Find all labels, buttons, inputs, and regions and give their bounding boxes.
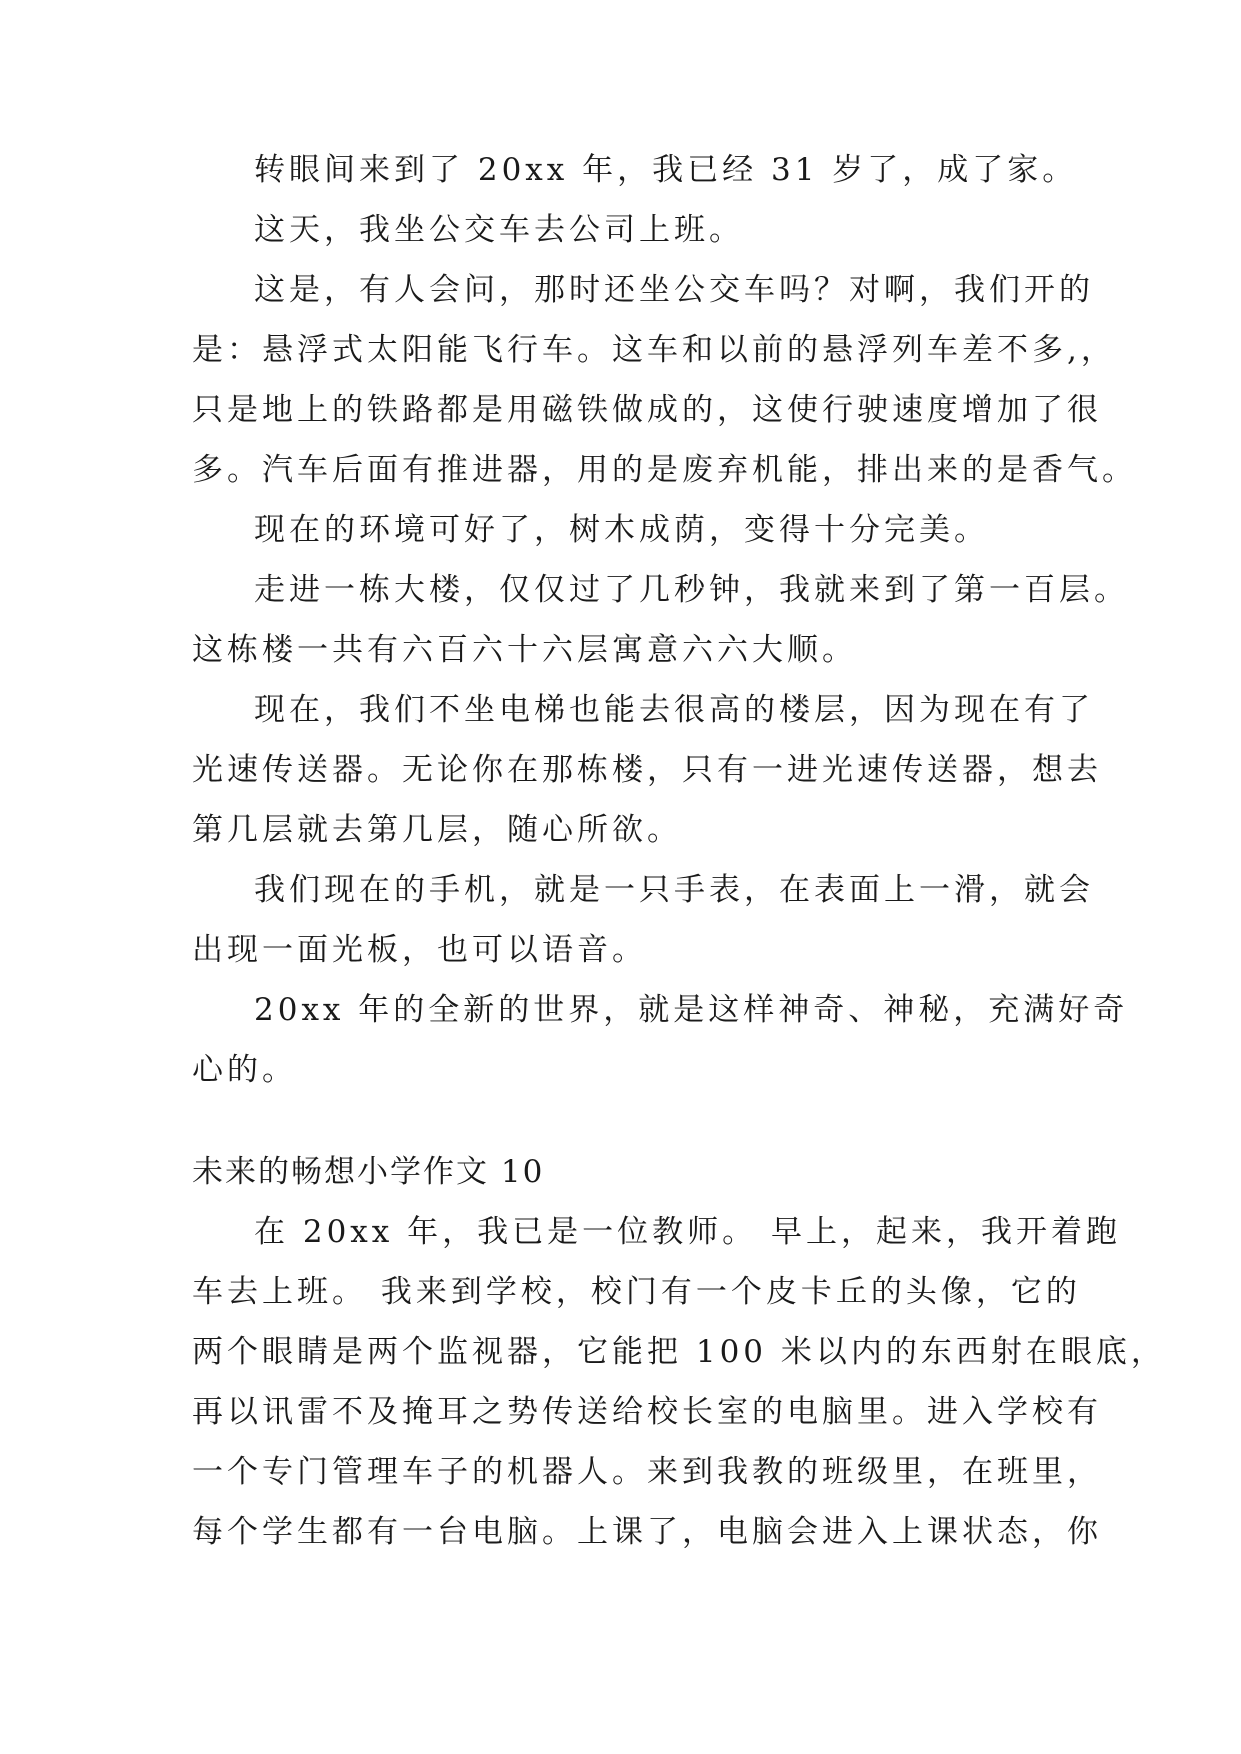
paragraph-line: 每个学生都有一台电脑。上课了，电脑会进入上课状态，你 — [192, 1514, 1102, 1550]
paragraph-line: 只是地上的铁路都是用磁铁做成的，这使行驶速度增加了很 — [192, 392, 1102, 428]
paragraph-line: 这栋楼一共有六百六十六层寓意六六大顺。 — [192, 632, 857, 668]
paragraph-line: 转眼间来到了 20xx 年，我已经 31 岁了，成了家。 — [254, 152, 1078, 188]
paragraph-line: 这天，我坐公交车去公司上班。 — [254, 212, 744, 248]
paragraph-line: 心的。 — [192, 1052, 297, 1088]
paragraph-line: 再以讯雷不及掩耳之势传送给校长室的电脑里。进入学校有 — [192, 1394, 1102, 1430]
paragraph-line: 走进一栋大楼，仅仅过了几秒钟，我就来到了第一百层。 — [254, 572, 1129, 608]
paragraph-line: 这是，有人会问，那时还坐公交车吗？对啊，我们开的 — [254, 272, 1094, 308]
paragraph-line: 出现一面光板，也可以语音。 — [192, 932, 647, 968]
section-title: 未来的畅想小学作文 10 — [192, 1154, 545, 1190]
paragraph-line: 多。汽车后面有推进器，用的是废弃机能，排出来的是香气。 — [192, 452, 1137, 488]
paragraph-line: 现在的环境可好了，树木成荫，变得十分完美。 — [254, 512, 989, 548]
paragraph-line: 现在，我们不坐电梯也能去很高的楼层，因为现在有了 — [254, 692, 1094, 728]
paragraph-line: 在 20xx 年，我已是一位教师。 早上，起来，我开着跑 — [254, 1214, 1121, 1250]
paragraph-line: 第几层就去第几层，随心所欲。 — [192, 812, 682, 848]
paragraph-line: 一个专门管理车子的机器人。来到我教的班级里，在班里， — [192, 1454, 1102, 1490]
paragraph-line: 车去上班。 我来到学校，校门有一个皮卡丘的头像，它的 — [192, 1274, 1081, 1310]
paragraph-line: 是：悬浮式太阳能飞行车。这车和以前的悬浮列车差不多,， — [192, 332, 1116, 368]
paragraph-line: 两个眼睛是两个监视器，它能把 100 米以内的东西射在眼底， — [192, 1334, 1166, 1370]
paragraph-line: 我们现在的手机，就是一只手表，在表面上一滑，就会 — [254, 872, 1094, 908]
paragraph-line: 光速传送器。无论你在那栋楼，只有一进光速传送器，想去 — [192, 752, 1102, 788]
paragraph-line: 20xx 年的全新的世界，就是这样神奇、神秘，充满好奇 — [254, 992, 1129, 1028]
